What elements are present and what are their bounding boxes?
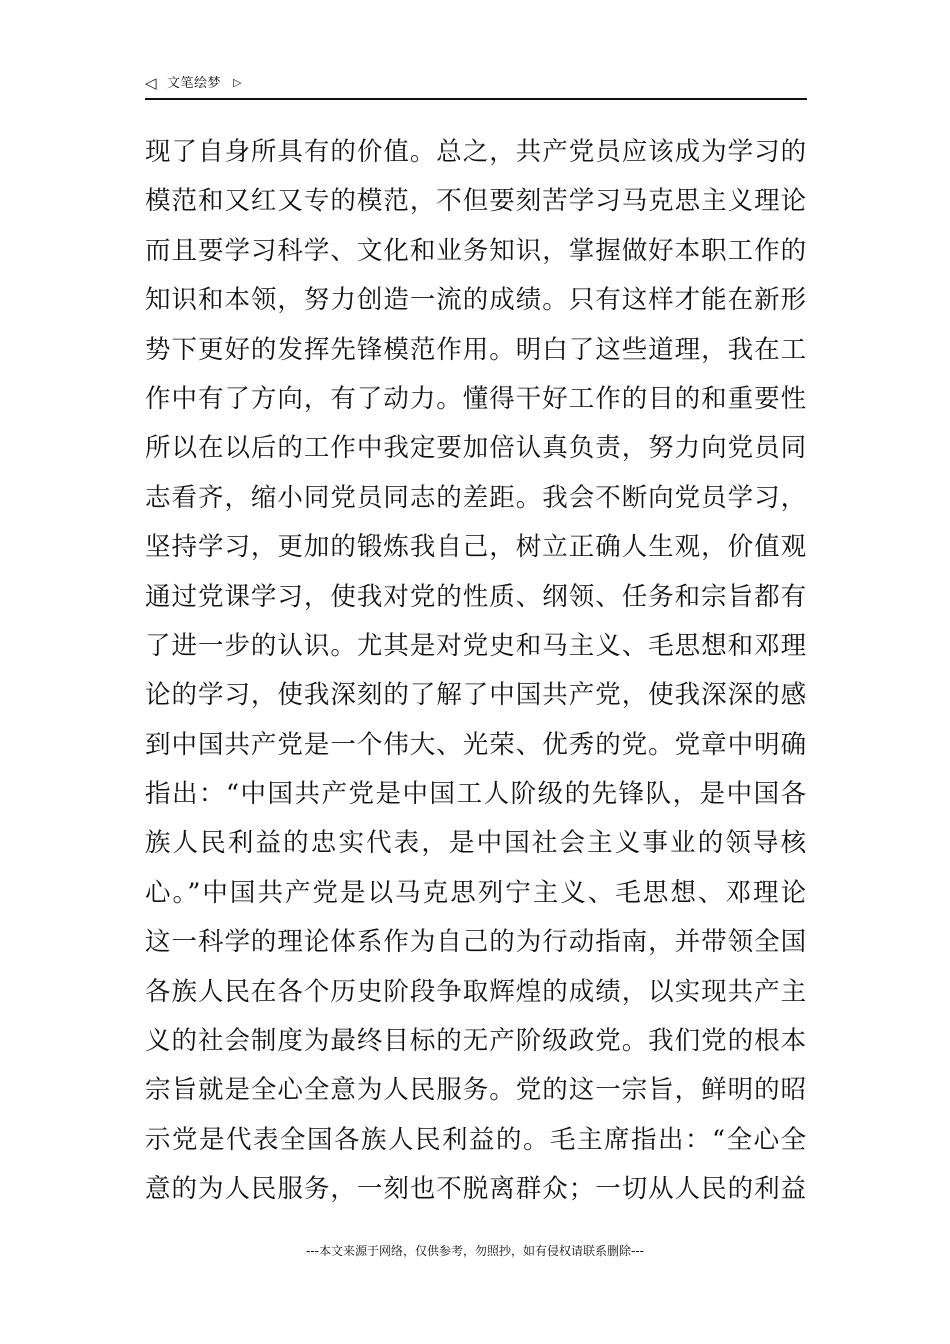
text-line: 了进一步的认识。尤其是对党史和马主义、毛思想和邓理 bbox=[145, 630, 807, 661]
text-line: 模范和又红又专的模范，不但要刻苦学习马克思主义理论 bbox=[145, 186, 807, 217]
text-line: 这一科学的理论体系作为自己的为行动指南，并带领全国 bbox=[145, 927, 807, 958]
footer-notice: ---本文来源于网络，仅供参考，勿照抄，如有侵权请联系删除--- bbox=[306, 1244, 644, 1258]
text-line: 心。”中国共产党是以马克思列宁主义、毛思想、邓理论 bbox=[145, 877, 807, 908]
brand-title: 文笔绘梦 bbox=[167, 76, 222, 91]
text-line: 义的社会制度为最终目标的无产阶级政党。我们党的根本 bbox=[145, 1026, 807, 1057]
text-line: 族人民利益的忠实代表，是中国社会主义事业的领导核 bbox=[145, 828, 807, 859]
text-line: 意的为人民服务，一刻也不脱离群众；一切从人民的利益 bbox=[145, 1174, 807, 1205]
text-line: 势下更好的发挥先锋模范作用。明白了这些道理，我在工 bbox=[145, 334, 807, 365]
page-header bbox=[145, 72, 807, 100]
left-triangle-icon: ◁ bbox=[145, 74, 157, 92]
right-triangle-icon: ▷ bbox=[233, 76, 242, 89]
text-line: 指出：“中国共产党是中国工人阶级的先锋队，是中国各 bbox=[145, 779, 807, 810]
text-line: 作中有了方向，有了动力。懂得干好工作的目的和重要性 bbox=[145, 383, 807, 414]
text-line: 坚持学习，更加的锻炼我自己，树立正确人生观，价值观 bbox=[145, 532, 807, 563]
text-line: 知识和本领，努力创造一流的成绩。只有这样才能在新形 bbox=[145, 285, 807, 316]
text-line: 各族人民在各个历史阶段争取辉煌的成绩，以实现共产主 bbox=[145, 976, 807, 1007]
text-line: 所以在以后的工作中我定要加倍认真负责，努力向党员同 bbox=[145, 433, 807, 464]
text-line: 到中国共产党是一个伟大、光荣、优秀的党。党章中明确 bbox=[145, 729, 807, 760]
text-line: 宗旨就是全心全意为人民服务。党的这一宗旨，鲜明的昭 bbox=[145, 1075, 807, 1106]
text-line: 而且要学习科学、文化和业务知识，掌握做好本职工作的 bbox=[145, 235, 807, 266]
text-line: 论的学习，使我深刻的了解了中国共产党，使我深深的感 bbox=[145, 680, 807, 711]
text-line: 现了自身所具有的价值。总之，共产党员应该成为学习的 bbox=[145, 137, 807, 167]
text-line: 通过党课学习，使我对党的性质、纲领、任务和宗旨都有 bbox=[145, 581, 807, 612]
text-line: 示党是代表全国各族人民利益的。毛主席指出：“全心全 bbox=[145, 1124, 807, 1155]
document-body bbox=[145, 132, 807, 1219]
text-line: 志看齐，缩小同党员同志的差距。我会不断向党员学习， bbox=[145, 482, 807, 513]
